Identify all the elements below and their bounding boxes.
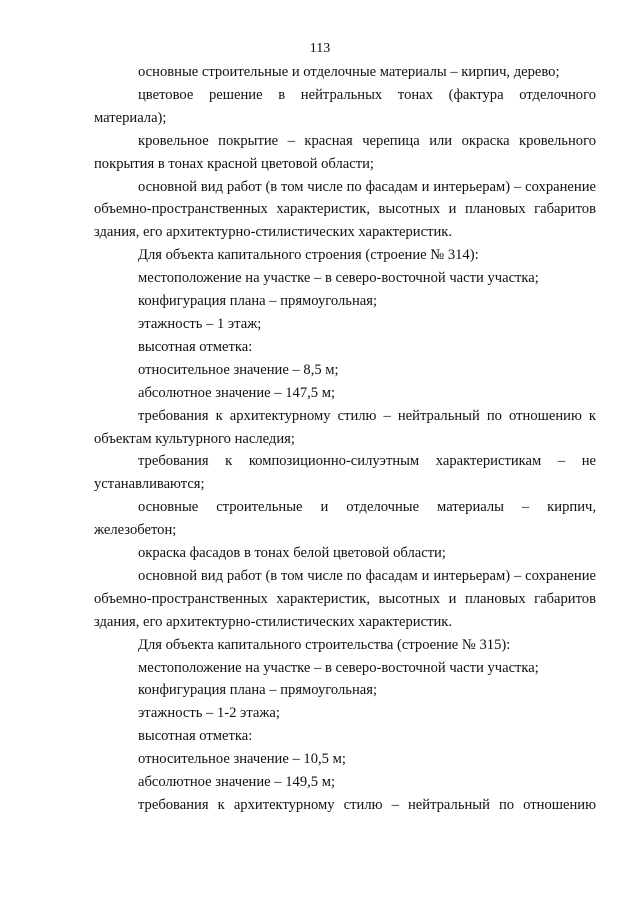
paragraph: этажность – 1 этаж; bbox=[138, 315, 262, 332]
paragraph: требования к композиционно-силуэтным характеристикам – не устанавливаются; bbox=[94, 453, 596, 493]
paragraph: цветовое решение в нейтральных тонах (фактура отделочного материала); bbox=[94, 86, 596, 126]
paragraph: относительное значение – 10,5 м; bbox=[138, 751, 346, 768]
paragraph: основные строительные и отделочные материалы – кирпич, дерево; bbox=[138, 64, 560, 80]
paragraph: требования к архитектурному стилю – нейтральный по отношению bbox=[138, 797, 596, 813]
paragraph: Для объекта капитального строения (строение № 314): bbox=[138, 247, 479, 264]
page-number: 113 bbox=[309, 41, 331, 56]
paragraph: окраска фасадов в тонах белой цветовой области; bbox=[138, 545, 446, 562]
paragraph: основные строительные и отделочные материалы – кирпич, железобетон; bbox=[94, 499, 596, 539]
paragraph: местоположение на участке – в северо-восточной части участка; bbox=[138, 270, 539, 287]
paragraph: высотная отметка: bbox=[138, 338, 253, 355]
paragraph: кровельное покрытие – красная черепица или окраска кровельного покрытия в тонах красной цветовой области; bbox=[94, 132, 596, 172]
paragraph: высотная отметка: bbox=[138, 728, 253, 745]
body-text bbox=[94, 61, 596, 817]
paragraph: основной вид работ (в том числе по фасадам и интерьерам) – сохранение объемно-пространственных характеристик, высотных и плановых габаритов здания, его архитектурно-стилистических характеристик. bbox=[94, 567, 596, 630]
paragraph: абсолютное значение – 147,5 м; bbox=[138, 384, 336, 401]
paragraph: конфигурация плана – прямоугольная; bbox=[138, 682, 378, 699]
paragraph: конфигурация плана – прямоугольная; bbox=[138, 293, 378, 310]
paragraph: местоположение на участке – в северо-восточной части участка; bbox=[138, 659, 539, 676]
paragraph: относительное значение – 8,5 м; bbox=[138, 361, 339, 378]
paragraph: Для объекта капитального строительства (строение № 315): bbox=[138, 636, 511, 653]
paragraph: абсолютное значение – 149,5 м; bbox=[138, 774, 336, 791]
paragraph: требования к архитектурному стилю – нейтральный по отношению к объектам культурного наследия; bbox=[94, 407, 596, 447]
paragraph: основной вид работ (в том числе по фасадам и интерьерам) – сохранение объемно-пространственных характеристик, высотных и плановых габаритов здания, его архитектурно-стилистических характеристик. bbox=[94, 178, 596, 241]
paragraph: этажность – 1-2 этажа; bbox=[138, 705, 280, 722]
